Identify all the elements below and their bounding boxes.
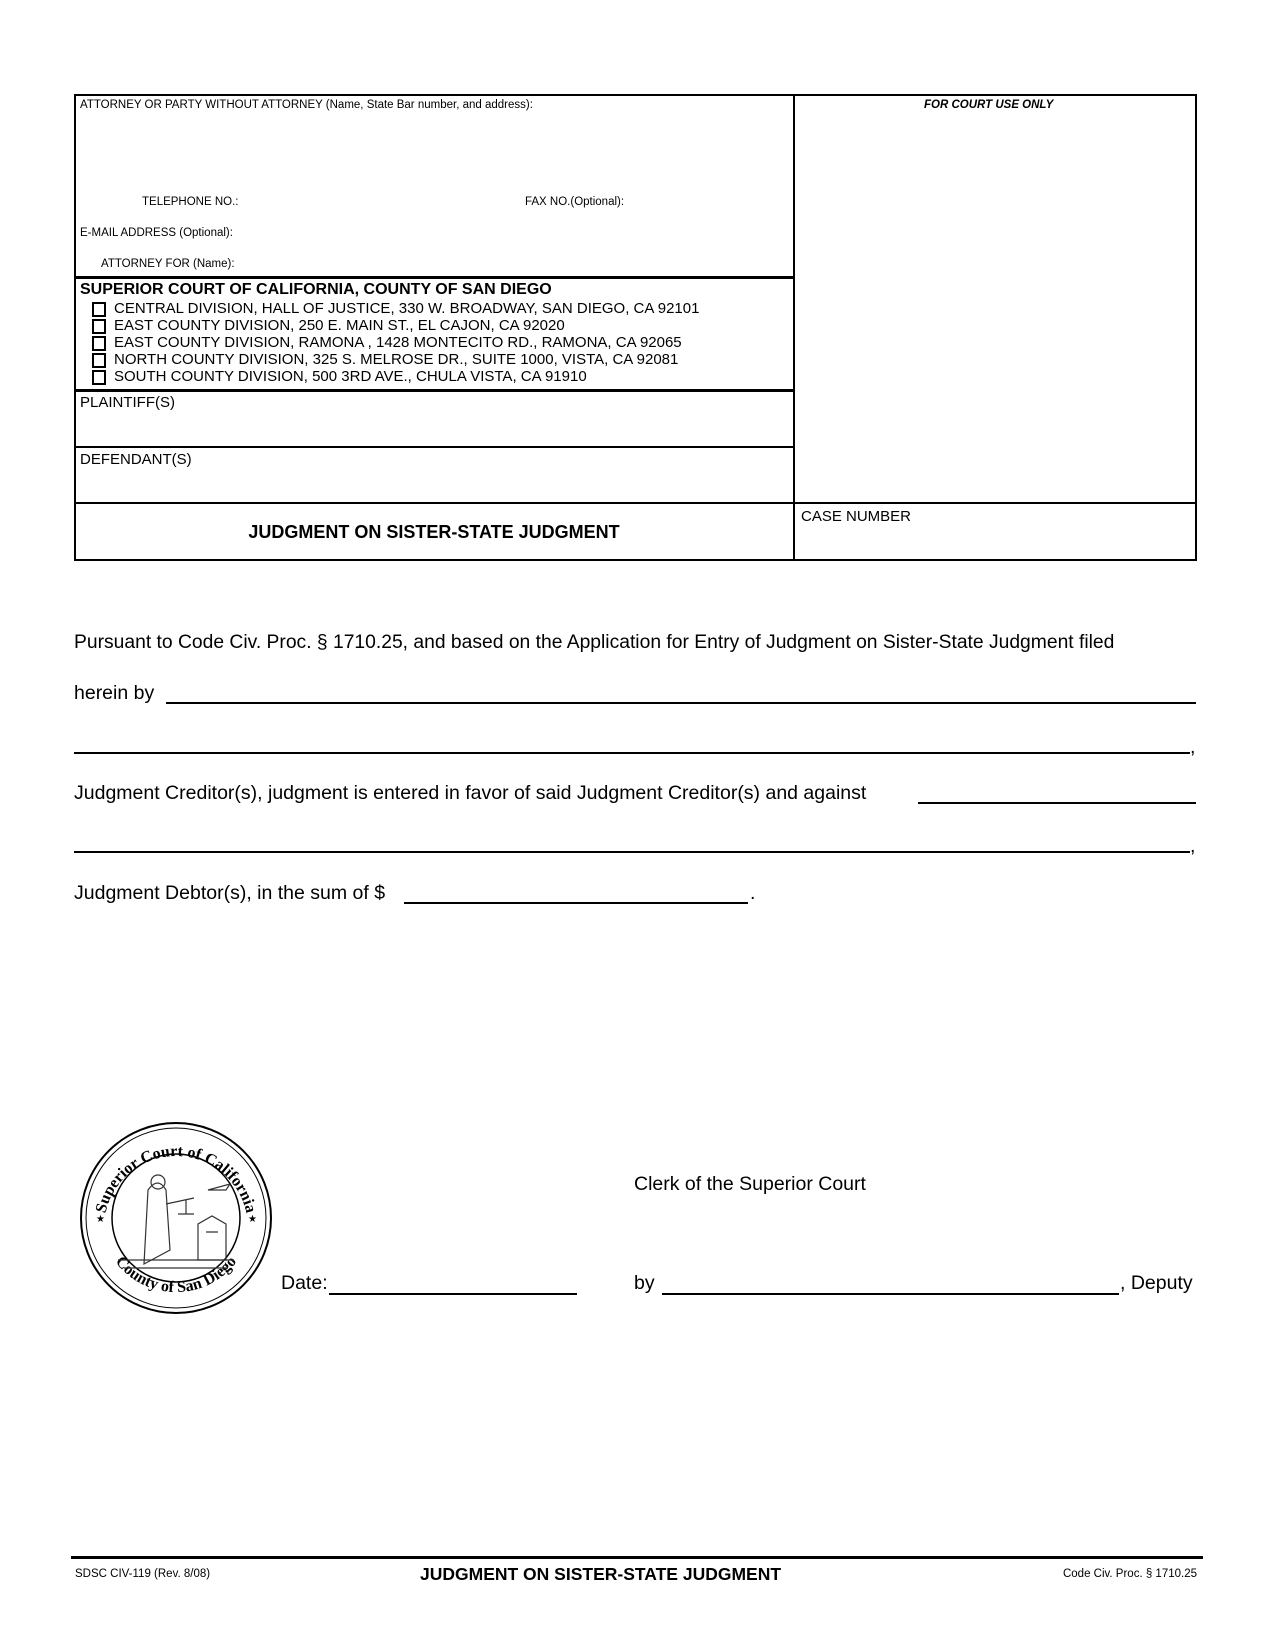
division-option[interactable] (92, 335, 682, 351)
period: . (750, 882, 756, 904)
sum-field[interactable] (404, 902, 748, 904)
debtor-field[interactable] (918, 802, 1196, 804)
defendant-label: DEFENDANT(S) (80, 451, 192, 468)
filed-by-field-2[interactable] (74, 752, 1190, 754)
comma: , (1190, 736, 1196, 758)
division-option[interactable] (92, 318, 565, 334)
filed-by-field[interactable] (166, 702, 1196, 704)
attorney-field[interactable] (80, 116, 785, 191)
checkbox[interactable] (92, 319, 106, 334)
division-option[interactable] (92, 369, 587, 385)
court-use-label: FOR COURT USE ONLY (924, 99, 1054, 111)
form-id: SDSC CIV-119 (Rev. 8/08) (75, 1568, 211, 1580)
telephone-label: TELEPHONE NO.: (142, 196, 239, 208)
footer-rule (71, 1556, 1203, 1559)
debtor-text: Judgment Debtor(s), in the sum of $ (74, 882, 386, 904)
division-label: EAST COUNTY DIVISION, RAMONA , 1428 MONTECITO RD., RAMONA, CA 92065 (114, 334, 682, 351)
division-label: NORTH COUNTY DIVISION, 325 S. MELROSE DR., SUITE 1000, VISTA, CA 92081 (114, 351, 679, 368)
code-ref: Code Civ. Proc. § 1710.25 (1062, 1568, 1197, 1580)
division-option[interactable] (92, 301, 699, 317)
court-seal (78, 1120, 274, 1316)
vertical-divider (793, 94, 795, 561)
svg-text:★: ★ (96, 1214, 105, 1225)
case-number-label: CASE NUMBER (801, 508, 912, 525)
case-number-field[interactable] (800, 528, 1190, 556)
attorney-for-label: ATTORNEY FOR (Name): (101, 258, 235, 270)
division-option[interactable] (92, 352, 678, 368)
seal-bottom-text: County of San Diego (111, 1253, 241, 1297)
checkbox[interactable] (92, 302, 106, 317)
form-title: JUDGMENT ON SISTER-STATE JUDGMENT (248, 522, 620, 542)
date-field[interactable] (329, 1293, 577, 1295)
svg-text:★: ★ (248, 1214, 257, 1225)
court-title: SUPERIOR COURT OF CALIFORNIA, COUNTY OF SAN DIEGO (80, 281, 552, 298)
body-line-1: Pursuant to Code Civ. Proc. § 1710.25, and based on the Application for Entry of Judgment on Sister-State Judgment filed (74, 632, 1115, 653)
divider (74, 389, 794, 392)
comma: , (1190, 835, 1196, 857)
by-label: by (634, 1272, 655, 1294)
deputy-signature-field[interactable] (662, 1293, 1119, 1295)
creditor-text: Judgment Creditor(s), judgment is entered in favor of said Judgment Creditor(s) and against (74, 782, 867, 804)
plaintiff-label: PLAINTIFF(S) (80, 394, 176, 411)
footer-title: JUDGMENT ON SISTER-STATE JUDGMENT (420, 1564, 782, 1584)
seal-top-text: Superior Court of California (92, 1142, 260, 1215)
divider (74, 276, 794, 279)
divider (74, 502, 1197, 504)
deputy-label: , Deputy (1120, 1272, 1193, 1294)
svg-text:Superior Court of California (93, 1143, 259, 1215)
division-label: CENTRAL DIVISION, HALL OF JUSTICE, 330 W. BROADWAY, SAN DIEGO, CA 92101 (114, 300, 700, 317)
fax-label: FAX NO.(Optional): (525, 196, 625, 208)
clerk-label: Clerk of the Superior Court (634, 1173, 866, 1195)
division-label: SOUTH COUNTY DIVISION, 500 3RD AVE., CHULA VISTA, CA 91910 (114, 368, 587, 385)
email-label: E-MAIL ADDRESS (Optional): (80, 227, 233, 239)
checkbox[interactable] (92, 353, 106, 368)
divider (74, 446, 794, 448)
attorney-label: ATTORNEY OR PARTY WITHOUT ATTORNEY (Name, State Bar number, and address): (80, 99, 533, 111)
debtor-field-2[interactable] (74, 851, 1190, 853)
division-label: EAST COUNTY DIVISION, 250 E. MAIN ST., EL CAJON, CA 92020 (114, 317, 565, 334)
checkbox[interactable] (92, 336, 106, 351)
date-label: Date: (281, 1272, 328, 1294)
checkbox[interactable] (92, 370, 106, 385)
herein-by-label: herein by (74, 682, 155, 704)
